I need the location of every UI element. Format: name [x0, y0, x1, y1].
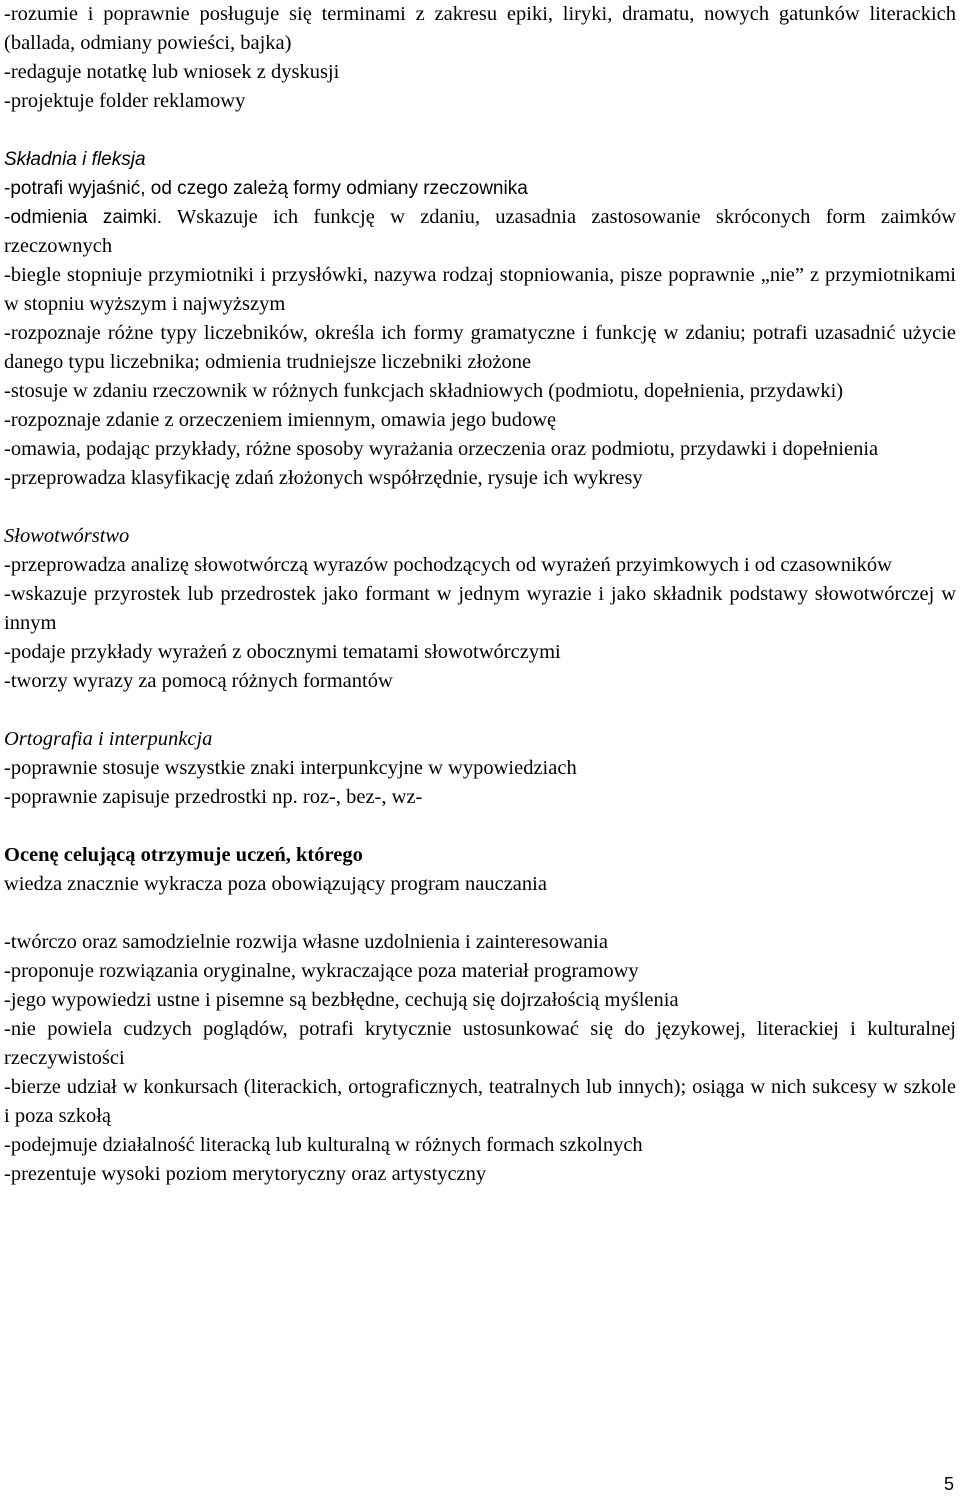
celujaca-item-5: -bierze udział w konkursach (literackich, ortograficznych, teatralnych lub innych); osiąga w nich sukcesy w szkole i poza szkołą: [4, 1076, 956, 1127]
slowotworstwo-item-4: -tworzy wyrazy za pomocą różnych formantów: [4, 670, 393, 692]
slowotworstwo-item-1: -przeprowadza analizę słowotwórczą wyrazów pochodzących od wyrażeń przyimkowych i od czasowników: [4, 554, 892, 576]
top-line-3: -projektuje folder reklamowy: [4, 90, 246, 112]
celujaca-item-3: -jego wypowiedzi ustne i pisemne są bezbłędne, cechują się dojrzałością myślenia: [4, 989, 679, 1011]
page-number: 5: [943, 1474, 954, 1494]
top-line-2: -redaguje notatkę lub wniosek z dyskusji: [4, 61, 340, 83]
ortografia-item-2: -poprawnie zapisuje przedrostki np. roz-, bez-, wz-: [4, 786, 423, 808]
celujaca-item-6: -podejmuje działalność literacką lub kulturalną w różnych formach szkolnych: [4, 1134, 643, 1156]
top-line-1: -rozumie i poprawnie posługuje się terminami z zakresu epiki, liryki, dramatu, nowych gatunków literackich (ballada, odmiany powieści, bajka): [4, 3, 956, 54]
skladnia-line-2-rest: Wskazuje ich funkcję w zdaniu, uzasadnia zastosowanie skróconych form zaimków rzeczownych: [4, 206, 957, 257]
skladnia-item-6: -przeprowadza klasyfikację zdań złożonych współrzędnie, rysuje ich wykresy: [4, 467, 643, 489]
celujaca-item-2: -proponuje rozwiązania oryginalne, wykraczające poza materiał programowy: [4, 960, 639, 982]
skladnia-item-5: -omawia, podając przykłady, różne sposoby wyrażania orzeczenia oraz podmiotu, przydawki i dopełnienia: [4, 438, 879, 460]
celujaca-intro: wiedza znacznie wykracza poza obowiązujący program nauczania: [4, 873, 547, 895]
celujaca-item-7: -prezentuje wysoki poziom merytoryczny oraz artystyczny: [4, 1163, 487, 1185]
skladnia-item-1: -biegle stopniuje przymiotniki i przysłówki, nazywa rodzaj stopniowania, pisze poprawnie „nie” z przymiotnikami w stopniu wyższym i najwyższym: [4, 264, 956, 315]
section-heading-celujaca: Ocenę celującą otrzymuje uczeń, którego: [4, 844, 363, 866]
section-heading-skladnia: Składnia i fleksja: [4, 149, 146, 170]
skladnia-item-4: -rozpoznaje zdanie z orzeczeniem imiennym, omawia jego budowę: [4, 409, 557, 431]
celujaca-item-4: -nie powiela cudzych poglądów, potrafi krytycznie ustosunkować się do językowej, literackiej i kulturalnej rzeczywistości: [4, 1018, 956, 1069]
skladnia-item-3: -stosuje w zdaniu rzeczownik w różnych funkcjach składniowych (podmiotu, dopełnienia, przydawki): [4, 380, 844, 402]
celujaca-item-1: -twórczo oraz samodzielnie rozwija własne uzdolnienia i zainteresowania: [4, 931, 608, 953]
slowotworstwo-item-2: -wskazuje przyrostek lub przedrostek jako formant w jednym wyrazie i jako składnik podstawy słowotwórczej w innym: [4, 583, 956, 634]
skladnia-line-1: -potrafi wyjaśnić, od czego zależą formy odmiany rzeczownika: [4, 178, 528, 199]
skladnia-line-2-start: -odmienia zaimki.: [4, 207, 162, 228]
document-page: [4, 0, 956, 1189]
slowotworstwo-item-3: -podaje przykłady wyrażeń z obocznymi tematami słowotwórczymi: [4, 641, 561, 663]
skladnia-item-2: -rozpoznaje różne typy liczebników, określa ich formy gramatyczne i funkcję w zdaniu; potrafi uzasadnić użycie danego typu liczebnika; odmienia trudniejsze liczebniki złożone: [4, 322, 956, 373]
ortografia-item-1: -poprawnie stosuje wszystkie znaki interpunkcyjne w wypowiedziach: [4, 757, 577, 779]
skladnia-line-2: [4, 203, 956, 261]
section-heading-ortografia: Ortografia i interpunkcja: [4, 728, 213, 750]
section-heading-slowotworstwo: Słowotwórstwo: [4, 525, 130, 547]
